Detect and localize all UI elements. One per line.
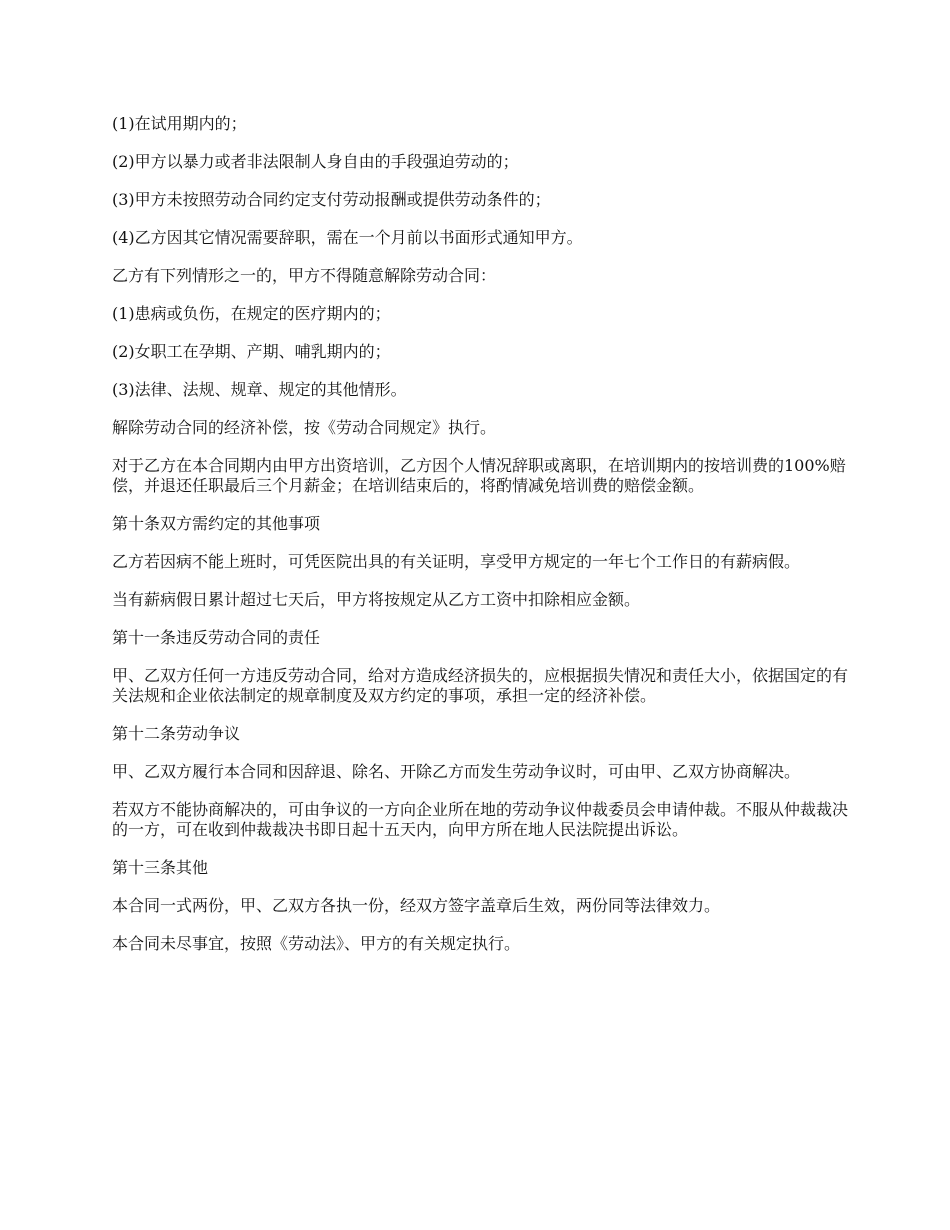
sick-leave-deduction-paragraph: 当有薪病假日累计超过七天后，甲方将按规定从乙方工资中扣除相应金额。 bbox=[112, 590, 641, 609]
dispute-arbitration-paragraph: 若双方不能协商解决的，可由争议的一方向企业所在地的劳动争议仲裁委员会申请仲裁。不服从仲裁裁决的一方，可在收到仲裁裁决书即日起十五天内，向甲方所在地人民法院提出诉讼。 bbox=[112, 800, 849, 839]
article-13-heading: 第十三条其他 bbox=[112, 858, 209, 877]
supplementary-paragraph: 本合同未尽事宜，按照《劳动法》、甲方的有关规定执行。 bbox=[112, 934, 521, 953]
restriction-item-3: (3)法律、法规、规章、规定的其他情形。 bbox=[112, 380, 407, 399]
compensation-paragraph: 解除劳动合同的经济补偿，按《劳动合同规定》执行。 bbox=[112, 418, 497, 437]
training-paragraph: 对于乙方在本合同期内由甲方出资培训，乙方因个人情况辞职或离职，在培训期内的按培训费的100%赔偿，并退还任职最后三个月薪金；在培训结束后的，将酌情减免培训费的赔偿金额。 bbox=[112, 456, 846, 495]
restriction-item-1: (1)患病或负伤，在规定的医疗期内的； bbox=[112, 304, 391, 323]
restriction-item-2: (2)女职工在孕期、产期、哺乳期内的； bbox=[112, 342, 391, 361]
clause-item-2: (2)甲方以暴力或者非法限制人身自由的手段强迫劳动的； bbox=[112, 152, 519, 171]
article-11-heading: 第十一条违反劳动合同的责任 bbox=[112, 628, 321, 647]
document-body bbox=[112, 114, 857, 972]
article-12-heading: 第十二条劳动争议 bbox=[112, 724, 241, 743]
dispute-negotiation-paragraph: 甲、乙双方履行本合同和因辞退、除名、开除乙方而发生劳动争议时，可由甲、乙双方协商解决。 bbox=[112, 762, 801, 781]
restriction-intro: 乙方有下列情形之一的，甲方不得随意解除劳动合同： bbox=[112, 266, 497, 285]
sick-leave-paragraph: 乙方若因病不能上班时，可凭医院出具的有关证明，享受甲方规定的一年七个工作日的有薪病假。 bbox=[112, 552, 801, 571]
copies-paragraph: 本合同一式两份，甲、乙双方各执一份，经双方签字盖章后生效，两份同等法律效力。 bbox=[112, 896, 721, 915]
clause-item-4: (4)乙方因其它情况需要辞职，需在一个月前以书面形式通知甲方。 bbox=[112, 228, 583, 247]
liability-paragraph: 甲、乙双方任何一方违反劳动合同，给对方造成经济损失的，应根据损失情况和责任大小，依据国定的有关法规和企业依法制定的规章制度及双方约定的事项，承担一定的经济补偿。 bbox=[112, 666, 849, 705]
clause-item-1: (1)在试用期内的； bbox=[112, 114, 247, 133]
article-10-heading: 第十条双方需约定的其他事项 bbox=[112, 514, 321, 533]
clause-item-3: (3)甲方未按照劳动合同约定支付劳动报酬或提供劳动条件的； bbox=[112, 190, 551, 209]
